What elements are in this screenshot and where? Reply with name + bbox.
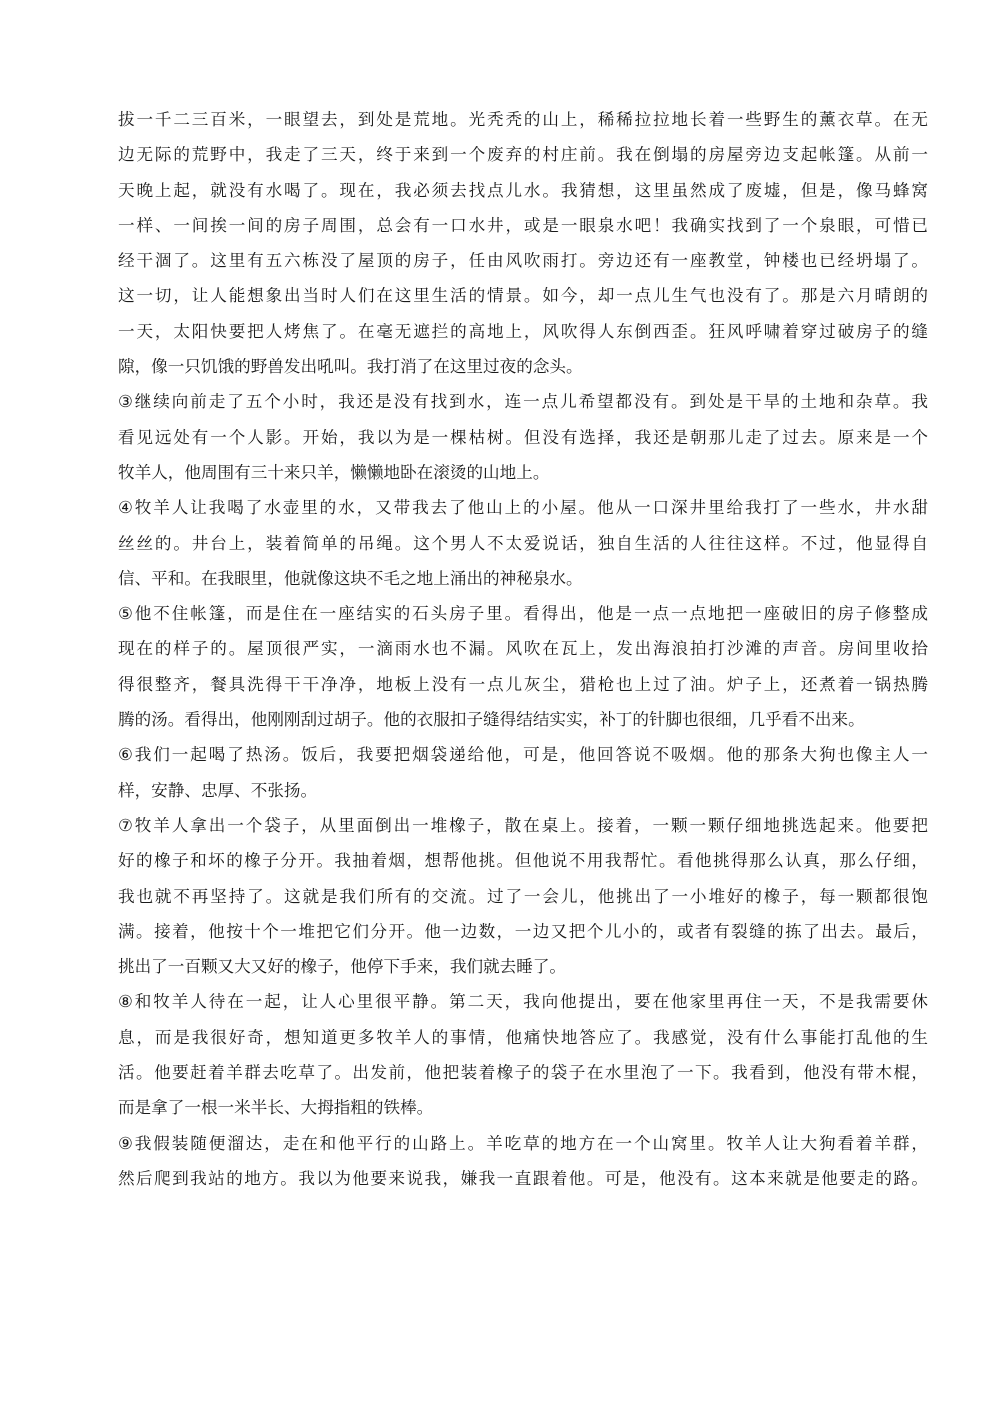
text-line: 一样、一间挨一间的房子周围，总会有一口水井，或是一眼泉水吧！我确实找到了一个泉眼，可惜已 bbox=[118, 215, 928, 235]
text-line: 隙，像一只饥饿的野兽发出吼叫。我打消了在这里过夜的念头。 bbox=[118, 357, 583, 377]
text-line: 一天，太阳快要把人烤焦了。在毫无遮拦的高地上，风吹得人东倒西歪。狂风呼啸着穿过破房子的缝 bbox=[118, 321, 928, 341]
text-line: ⑥我们一起喝了热汤。饭后，我要把烟袋递给他，可是，他回答说不吸烟。他的那条大狗也像主人一 bbox=[118, 745, 928, 765]
paragraph-9 bbox=[118, 1126, 928, 1197]
text-line: ⑨我假装随便溜达，走在和他平行的山路上。羊吃草的地方在一个山窝里。牧羊人让大狗看着羊群， bbox=[118, 1133, 928, 1153]
text-line: 活。他要赶着羊群去吃草了。出发前，他把装着橡子的袋子在水里泡了一下。我看到，他没有带木棍， bbox=[118, 1063, 928, 1083]
text-line: 腾的汤。看得出，他刚刚刮过胡子。他的衣服扣子缝得结结实实，补丁的针脚也很细，几乎看不出来。 bbox=[118, 710, 865, 730]
paragraph-7 bbox=[118, 808, 928, 984]
text-line: 样，安静、忠厚、不张扬。 bbox=[118, 780, 318, 800]
text-line: 挑出了一百颗又大又好的橡子，他停下手来，我们就去睡了。 bbox=[118, 957, 567, 977]
text-line: 牧羊人，他周围有三十来只羊，懒懒地卧在滚烫的山地上。 bbox=[118, 462, 550, 482]
text-line: 边无际的荒野中，我走了三天，终于来到一个废弃的村庄前。我在倒塌的房屋旁边支起帐篷。从前一 bbox=[118, 145, 928, 165]
paragraph-6 bbox=[118, 737, 928, 808]
paragraph-8 bbox=[118, 984, 928, 1125]
text-line: ③继续向前走了五个小时，我还是没有找到水，连一点儿希望都没有。到处是干旱的土地和杂草。我 bbox=[118, 392, 928, 412]
text-line: 这一切，让人能想象出当时人们在这里生活的情景。如今，却一点儿生气也没有了。那是六月晴朗的 bbox=[118, 286, 928, 306]
text-line: 而是拿了一根一米半长、大拇指粗的铁棒。 bbox=[118, 1098, 434, 1118]
text-line: 看见远处有一个人影。开始，我以为是一棵枯树。但没有选择，我还是朝那儿走了过去。原来是一个 bbox=[118, 427, 928, 447]
text-line: 现在的样子的。屋顶很严实，一滴雨水也不漏。风吹在瓦上，发出海浪拍打沙滩的声音。房间里收拾 bbox=[118, 639, 928, 659]
text-line: ⑦牧羊人拿出一个袋子，从里面倒出一堆橡子，散在桌上。接着，一颗一颗仔细地挑选起来。他要把 bbox=[118, 815, 928, 835]
text-line: 好的橡子和坏的橡子分开。我抽着烟，想帮他挑。但他说不用我帮忙。看他挑得那么认真，那么仔细， bbox=[118, 851, 928, 871]
text-line: 信、平和。在我眼里，他就像这块不毛之地上涌出的神秘泉水。 bbox=[118, 568, 583, 588]
text-line: 然后爬到我站的地方。我以为他要来说我，嫌我一直跟着他。可是，他没有。这本来就是他要走的路。 bbox=[118, 1168, 928, 1188]
text-line: 丝丝的。井台上，装着简单的吊绳。这个男人不太爱说话，独自生活的人往往这样。不过，他显得自 bbox=[118, 533, 928, 553]
text-line: 拔一千二三百米，一眼望去，到处是荒地。光秃秃的山上，稀稀拉拉地长着一些野生的薰衣草。在无 bbox=[118, 110, 928, 129]
text-line: 得很整齐，餐具洗得干干净净，地板上没有一点儿灰尘，猎枪也上过了油。炉子上，还煮着一锅热腾 bbox=[118, 674, 928, 694]
text-line: ④牧羊人让我喝了水壶里的水，又带我去了他山上的小屋。他从一口深井里给我打了一些水，井水甜 bbox=[118, 498, 928, 518]
story-text-body bbox=[118, 102, 928, 1196]
text-line: 天晚上起，就没有水喝了。现在，我必须去找点儿水。我猜想，这里虽然成了废墟，但是，像马蜂窝 bbox=[118, 180, 928, 200]
text-line: ⑤他不住帐篷，而是住在一座结实的石头房子里。看得出，他是一点一点地把一座破旧的房子修整成 bbox=[118, 604, 928, 624]
text-line: 我也就不再坚持了。这就是我们所有的交流。过了一会儿，他挑出了一小堆好的橡子，每一颗都很饱 bbox=[118, 886, 928, 906]
paragraph-5 bbox=[118, 596, 928, 737]
text-line: ⑧和牧羊人待在一起，让人心里很平静。第二天，我向他提出，要在他家里再住一天，不是我需要休 bbox=[118, 992, 928, 1012]
text-line: 满。接着，他按十个一堆把它们分开。他一边数，一边又把个儿小的，或者有裂缝的拣了出去。最后， bbox=[118, 921, 928, 941]
paragraph-2-continuation bbox=[118, 102, 928, 384]
text-line: 经干涸了。这里有五六栋没了屋顶的房子，任由风吹雨打。旁边还有一座教堂，钟楼也已经坍塌了。 bbox=[118, 251, 928, 271]
paragraph-3 bbox=[118, 384, 928, 490]
paragraph-4 bbox=[118, 490, 928, 596]
text-line: 息，而是我很好奇，想知道更多牧羊人的事情，他痛快地答应了。我感觉，没有什么事能打乱他的生 bbox=[118, 1027, 928, 1047]
